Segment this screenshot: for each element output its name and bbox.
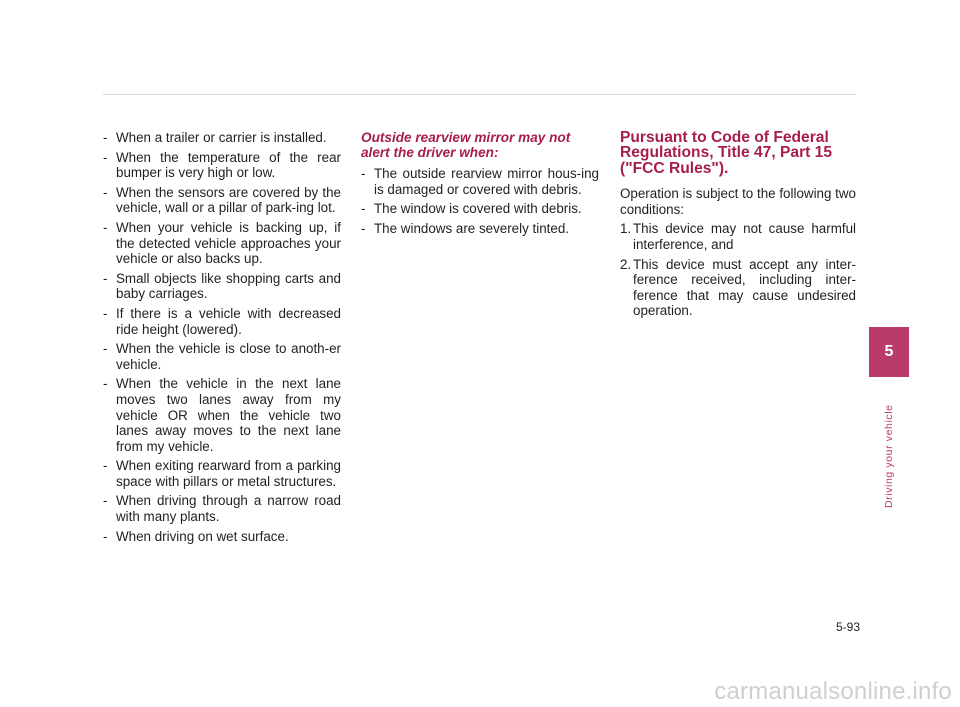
list-item: - The windows are severely tinted. xyxy=(361,220,570,236)
fcc-heading: Pursuant to Code of Federal Regulations, Title 47, Part 15 ("FCC Rules"). xyxy=(620,129,833,177)
list-item: - When a trailer or carrier is installed. xyxy=(103,130,327,145)
fcc-conditions-list xyxy=(620,221,856,319)
list-item: 1. This device may not cause harmful interference, and xyxy=(620,221,856,252)
list-item: - When the vehicle in the next lane moves two lanes away from my vehicle OR when the vehicle two lanes away moves to the next lane from my vehicle. xyxy=(103,376,341,454)
dash-marker: - xyxy=(361,201,366,217)
dash-marker: - xyxy=(103,341,108,357)
list-item: 2. This device must accept any inter-ference received, including inter-ference that may cause undesired operation. xyxy=(620,256,856,319)
right-column xyxy=(620,130,856,323)
fcc-intro: Operation is subject to the following two conditions: xyxy=(620,186,856,217)
list-item: - The outside rearview mirror hous-ing is damaged or covered with debris. xyxy=(361,166,599,197)
left-column xyxy=(103,130,341,548)
list-item: - Small objects like shopping carts and baby carriages. xyxy=(103,270,341,302)
top-divider xyxy=(103,94,856,95)
list-item: - The window is covered with debris. xyxy=(361,201,582,217)
dash-marker: - xyxy=(361,166,366,181)
dash-marker: - xyxy=(103,219,108,235)
list-item: - When exiting rearward from a parking space with pillars or metal structures. xyxy=(103,458,341,489)
dash-marker: - xyxy=(103,493,108,509)
list-item: - When the sensors are covered by the vehicle, wall or a pillar of park-ing lot. xyxy=(103,184,341,216)
list-item: - When the vehicle is close to anoth-er vehicle. xyxy=(103,341,341,372)
page-number: 5-93 xyxy=(835,620,860,634)
item-number: 1. xyxy=(620,221,632,237)
list-item: - When the temperature of the rear bumper is very high or low. xyxy=(103,149,341,181)
list-item: - If there is a vehicle with decreased ride height (lowered). xyxy=(103,305,341,337)
middle-column xyxy=(361,130,599,240)
dash-marker: - xyxy=(103,270,108,286)
watermark: carmanualsonline.info xyxy=(714,677,952,705)
dash-marker: - xyxy=(361,220,366,236)
dash-marker: - xyxy=(103,458,108,474)
chapter-number: 5 xyxy=(884,343,894,360)
conditions-list xyxy=(103,130,341,544)
dash-marker: - xyxy=(103,305,108,321)
list-item: - When your vehicle is backing up, if the detected vehicle approaches your vehicle or also backs up. xyxy=(103,219,341,267)
dash-marker: - xyxy=(103,149,108,165)
chapter-label: Driving your vehicle xyxy=(883,404,895,508)
list-item: - When driving through a narrow road with many plants. xyxy=(103,493,341,525)
dash-marker: - xyxy=(103,130,108,145)
chapter-tab xyxy=(869,327,909,377)
dash-marker: - xyxy=(103,184,108,200)
dash-marker: - xyxy=(103,376,108,392)
list-item: - When driving on wet surface. xyxy=(103,528,289,544)
mirror-heading: Outside rearview mirror may not alert the driver when: xyxy=(361,130,571,160)
mirror-conditions-list xyxy=(361,166,599,236)
dash-marker: - xyxy=(103,528,108,544)
item-number: 2. xyxy=(620,256,632,272)
